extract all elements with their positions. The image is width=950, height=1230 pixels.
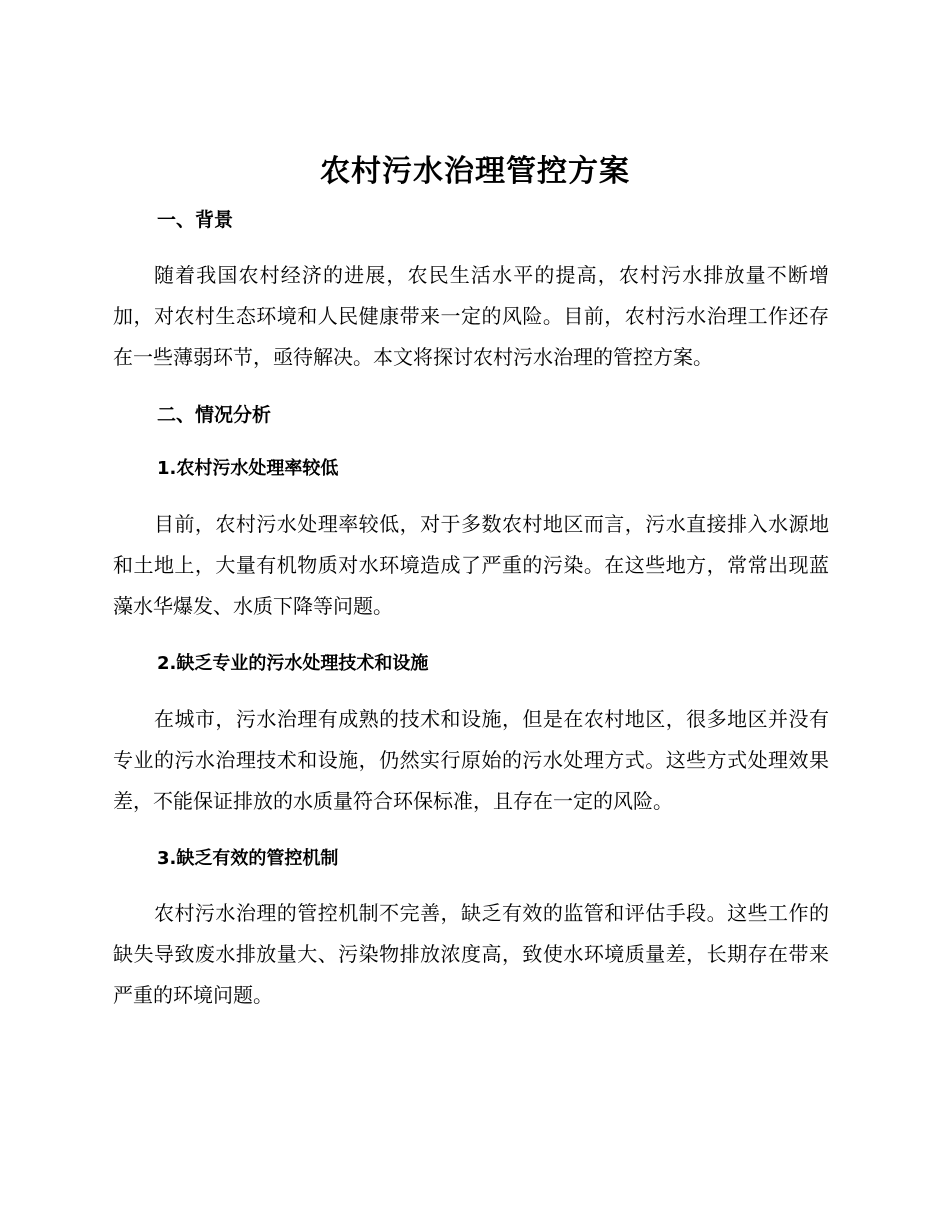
subsection-paragraph-3: 农村污水治理的管控机制不完善，缺乏有效的监管和评估手段。这些工作的缺失导致废水排放量大、污染物排放浓度高，致使水环境质量差，长期存在带来严重的环境问题。 — [113, 901, 829, 1007]
subsection-paragraph-2: 在城市，污水治理有成熟的技术和设施，但是在农村地区，很多地区并没有专业的污水治理技术和设施，仍然实行原始的污水处理方式。这些方式处理效果差，不能保证排放的水质量符合环保标准，且存在一定的风险。 — [113, 707, 829, 813]
subsection-heading-1: 1.农村污水处理率较低 — [157, 458, 339, 479]
background-paragraph: 随着我国农村经济的进展，农民生活水平的提高，农村污水排放量不断增加，对农村生态环境和人民健康带来一定的风险。目前，农村污水治理工作还存在一些薄弱环节，亟待解决。本文将探讨农村污水治理的管控方案。 — [113, 263, 829, 369]
subsection-paragraph-1: 目前，农村污水处理率较低，对于多数农村地区而言，污水直接排入水源地和土地上，大量有机物质对水环境造成了严重的污染。在这些地方，常常出现蓝藻水华爆发、水质下降等问题。 — [113, 512, 829, 618]
section-heading-analysis: 二、情况分析 — [157, 404, 272, 426]
subsection-heading-3: 3.缺乏有效的管控机制 — [157, 848, 339, 869]
document-title: 农村污水治理管控方案 — [320, 154, 630, 189]
subsection-heading-2: 2.缺乏专业的污水处理技术和设施 — [157, 653, 429, 674]
section-heading-background: 一、背景 — [157, 209, 234, 231]
